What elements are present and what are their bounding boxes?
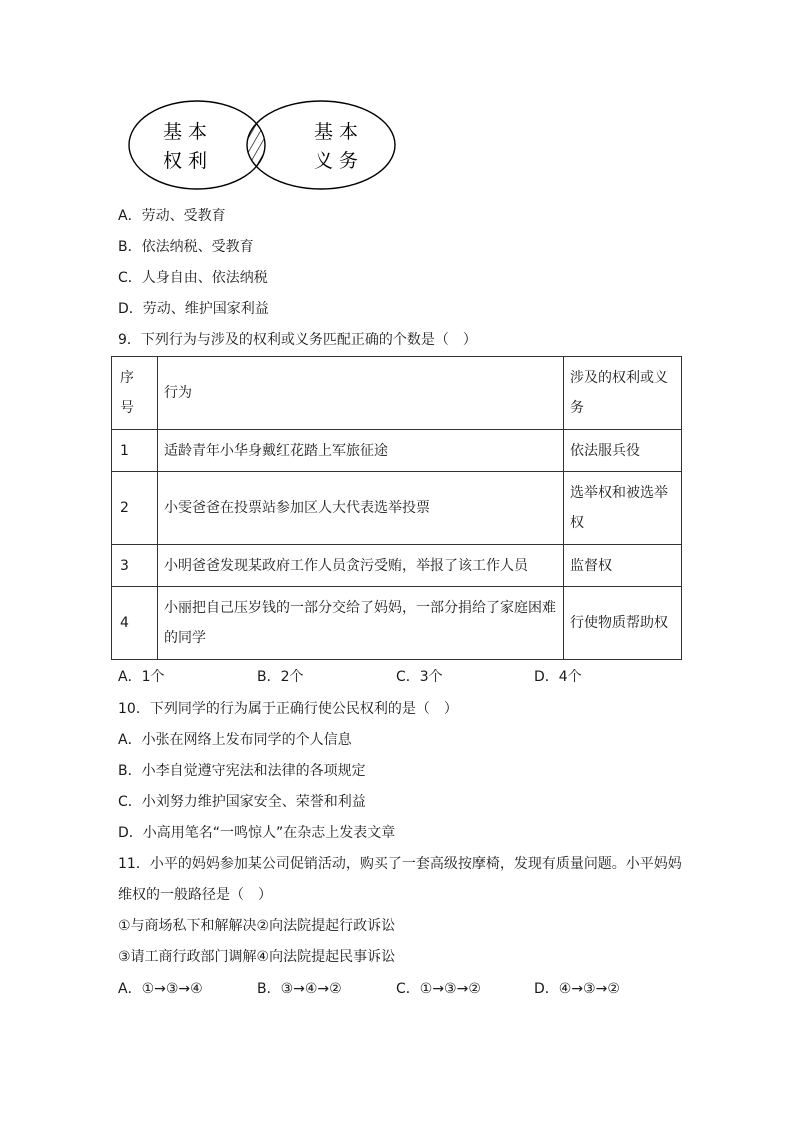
venn-right-label-line2: 义 务 bbox=[313, 150, 359, 172]
q9-row3-action: 小明爸爸发现某政府工作人员贪污受贿，举报了该工作人员 bbox=[158, 545, 564, 587]
q11-option-c: C．①→③→② bbox=[396, 981, 481, 997]
q9-row1-no: 1 bbox=[112, 430, 158, 472]
q8-option-b: B．依法纳税、受教育 bbox=[118, 239, 254, 255]
venn-left-ellipse bbox=[129, 101, 265, 189]
q9-row1-right: 依法服兵役 bbox=[564, 430, 682, 472]
venn-right-ellipse bbox=[247, 101, 395, 189]
q9-header-right: 涉及的权利或义务 bbox=[564, 357, 682, 430]
q8-option-a: A．劳动、受教育 bbox=[118, 208, 226, 224]
q9-table bbox=[111, 356, 682, 660]
venn-right-label-line1: 基 本 bbox=[313, 121, 359, 143]
q9-row2-right: 选举权和被选举权 bbox=[564, 472, 682, 545]
venn-left-label-line1: 基 本 bbox=[162, 121, 208, 143]
q11-option-a: A．①→③→④ bbox=[118, 981, 203, 997]
q9-option-c: C．3个 bbox=[396, 669, 443, 685]
q9-row1-action: 适龄青年小华身戴红花踏上军旅征途 bbox=[158, 430, 564, 472]
table-row bbox=[112, 430, 682, 472]
q9-option-d: D．4个 bbox=[534, 669, 582, 685]
q9-row2-action: 小雯爸爸在投票站参加区人大代表选举投票 bbox=[158, 472, 564, 545]
q10-stem: 10．下列同学的行为属于正确行使公民权利的是（ ） bbox=[118, 701, 458, 717]
q10-option-b: B．小李自觉遵守宪法和法律的各项规定 bbox=[118, 763, 366, 779]
q10-option-d: D．小高用笔名“一鸣惊人”在杂志上发表文章 bbox=[118, 825, 396, 841]
q9-header-action: 行为 bbox=[158, 357, 564, 430]
q9-row4-right: 行使物质帮助权 bbox=[564, 587, 682, 660]
q11-choice-line2: ③请工商行政部门调解④向法院提起民事诉讼 bbox=[118, 949, 396, 965]
q11-stem-line2: 维权的一般路径是（ ） bbox=[118, 887, 272, 903]
q9-row2-no: 2 bbox=[112, 472, 158, 545]
q11-choice-line1: ①与商场私下和解解决②向法院提起行政诉讼 bbox=[118, 918, 396, 934]
venn-left-label-line2: 权 利 bbox=[162, 150, 208, 172]
table-row bbox=[112, 587, 682, 660]
venn-diagram bbox=[125, 99, 397, 191]
q9-stem: 9．下列行为与涉及的权利或义务匹配正确的个数是（ ） bbox=[118, 332, 477, 348]
q8-option-d: D．劳动、维护国家利益 bbox=[118, 301, 269, 317]
q10-option-a: A．小张在网络上发布同学的个人信息 bbox=[118, 732, 352, 748]
table-row bbox=[112, 545, 682, 587]
table-row bbox=[112, 472, 682, 545]
q9-row3-no: 3 bbox=[112, 545, 158, 587]
q9-row4-no: 4 bbox=[112, 587, 158, 660]
q11-stem-line1: 11．小平的妈妈参加某公司促销活动，购买了一套高级按摩椅，发现有质量问题。小平妈妈 bbox=[118, 856, 682, 872]
q9-option-b: B．2个 bbox=[257, 669, 304, 685]
q9-header-no: 序号 bbox=[112, 357, 158, 430]
q9-row4-action: 小丽把自己压岁钱的一部分交给了妈妈，一部分捐给了家庭困难的同学 bbox=[158, 587, 564, 660]
q11-option-d: D．④→③→② bbox=[534, 981, 620, 997]
q11-option-b: B．③→④→② bbox=[257, 981, 342, 997]
q9-row3-right: 监督权 bbox=[564, 545, 682, 587]
q9-table-header bbox=[112, 357, 682, 430]
q10-option-c: C．小刘努力维护国家安全、荣誉和利益 bbox=[118, 794, 366, 810]
q9-option-a: A．1个 bbox=[118, 669, 165, 685]
q8-option-c: C．人身自由、依法纳税 bbox=[118, 270, 268, 286]
